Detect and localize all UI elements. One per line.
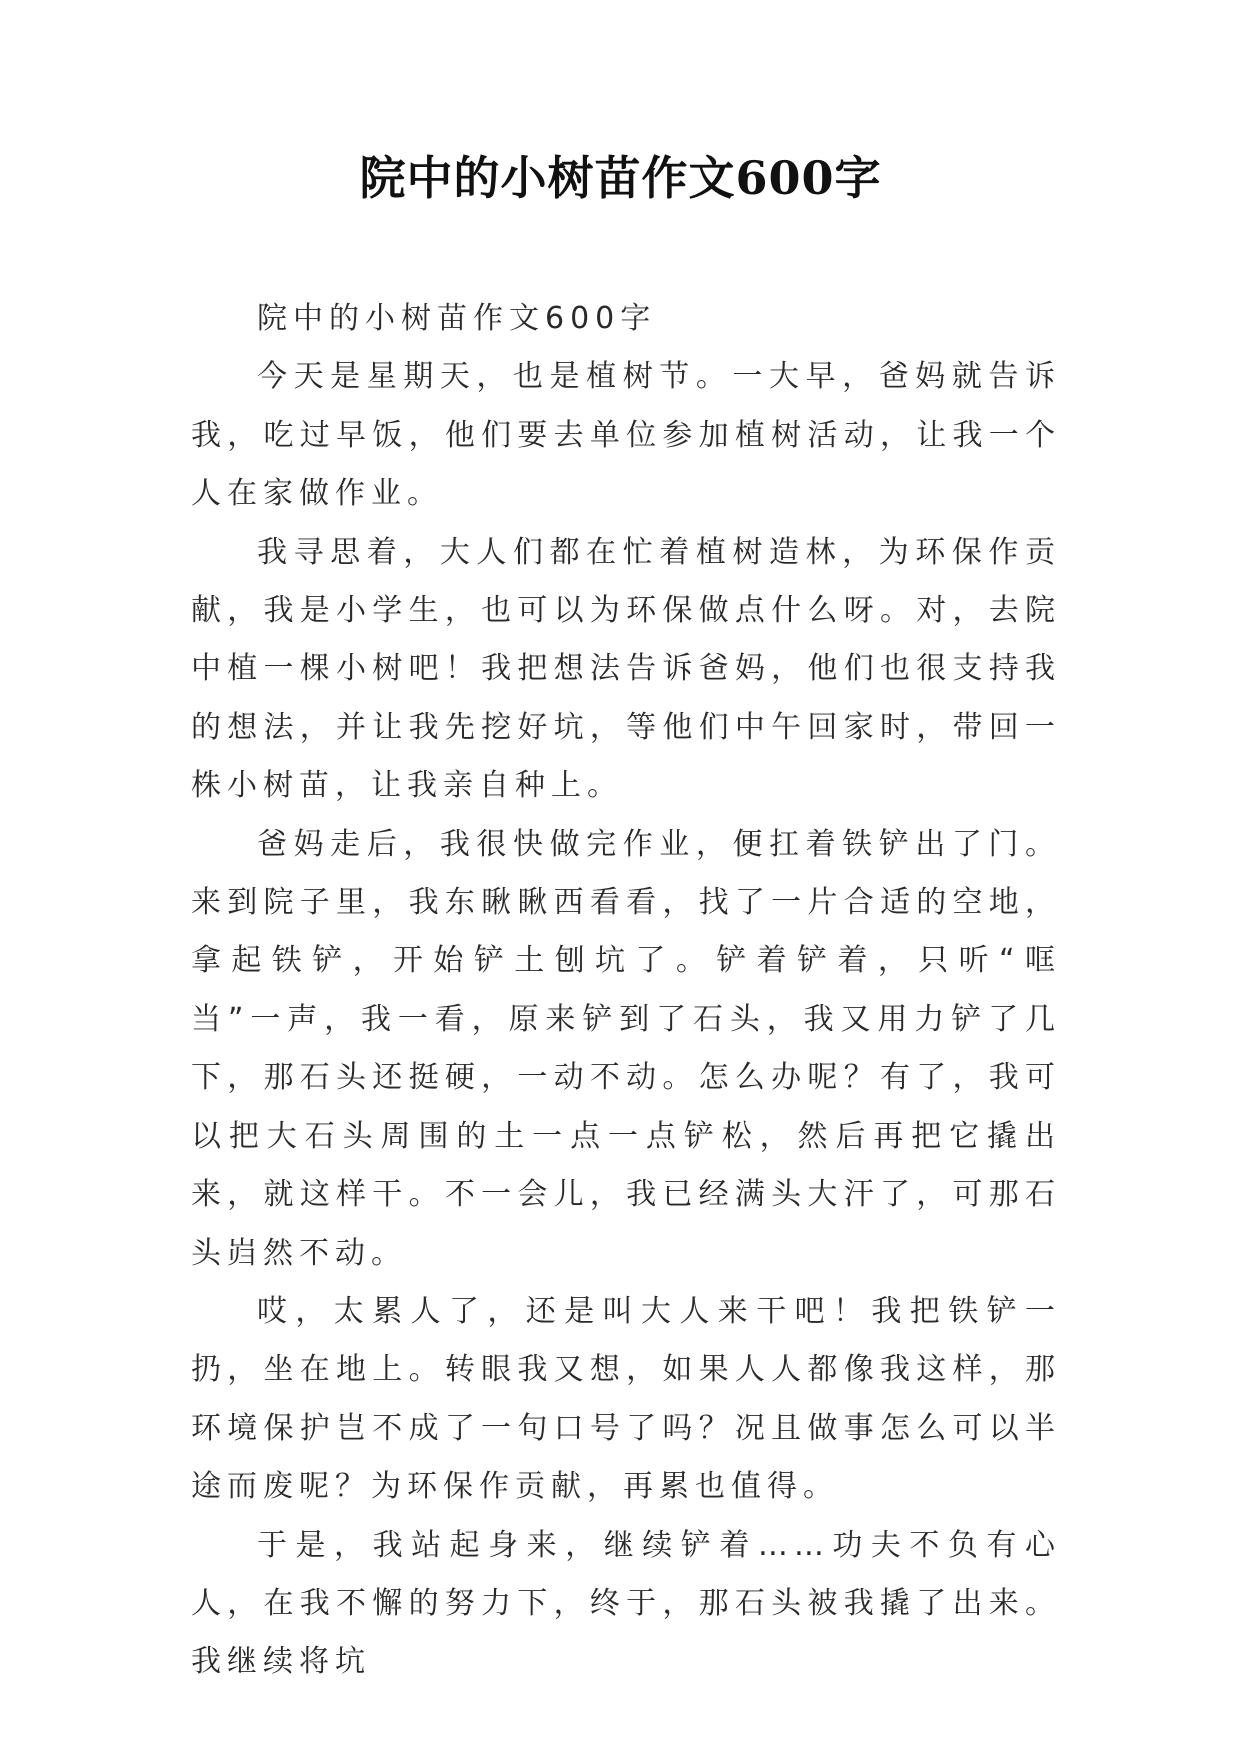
document-body	[191, 290, 1061, 1692]
paragraph: 今天是星期天，也是植树节。一大早，爸妈就告诉我，吃过早饭，他们要去单位参加植树活动，让我一个人在家做作业。	[191, 359, 1061, 512]
document-title: 院中的小树苗作文600字	[359, 151, 882, 205]
paragraph: 于是，我站起身来，继续铲着……功夫不负有心人，在我不懈的努力下，终于，那石头被我撬了出来。我继续将坑	[191, 1527, 1061, 1680]
paragraph: 爸妈走后，我很快做完作业，便扛着铁铲出了门。来到院子里，我东瞅瞅西看看，找了一片合适的空地，拿起铁铲，开始铲土刨坑了。铲着铲着，只听“哐当”一声，我一看，原来铲到了石头，我又用力铲了几下，那石头还挺硬，一动不动。怎么办呢？有了，我可以把大石头周围的土一点一点铲松，然后再把它撬出来，就这样干。不一会儿，我已经满头大汗了，可那石头岿然不动。	[191, 826, 1061, 1271]
paragraph: 哎，太累人了，还是叫大人来干吧！我把铁铲一扔，坐在地上。转眼我又想，如果人人都像我这样，那环境保护岂不成了一句口号了吗？况且做事怎么可以半途而废呢？为环保作贡献，再累也值得。	[191, 1293, 1061, 1505]
paragraph-subtitle: 院中的小树苗作文600字	[257, 301, 657, 336]
paragraph: 我寻思着，大人们都在忙着植树造林，为环保作贡献，我是小学生，也可以为环保做点什么呀。对，去院中植一棵小树吧！我把想法告诉爸妈，他们也很支持我的想法，并让我先挖好坑，等他们中午回家时，带回一株小树苗，让我亲自种上。	[191, 534, 1061, 804]
